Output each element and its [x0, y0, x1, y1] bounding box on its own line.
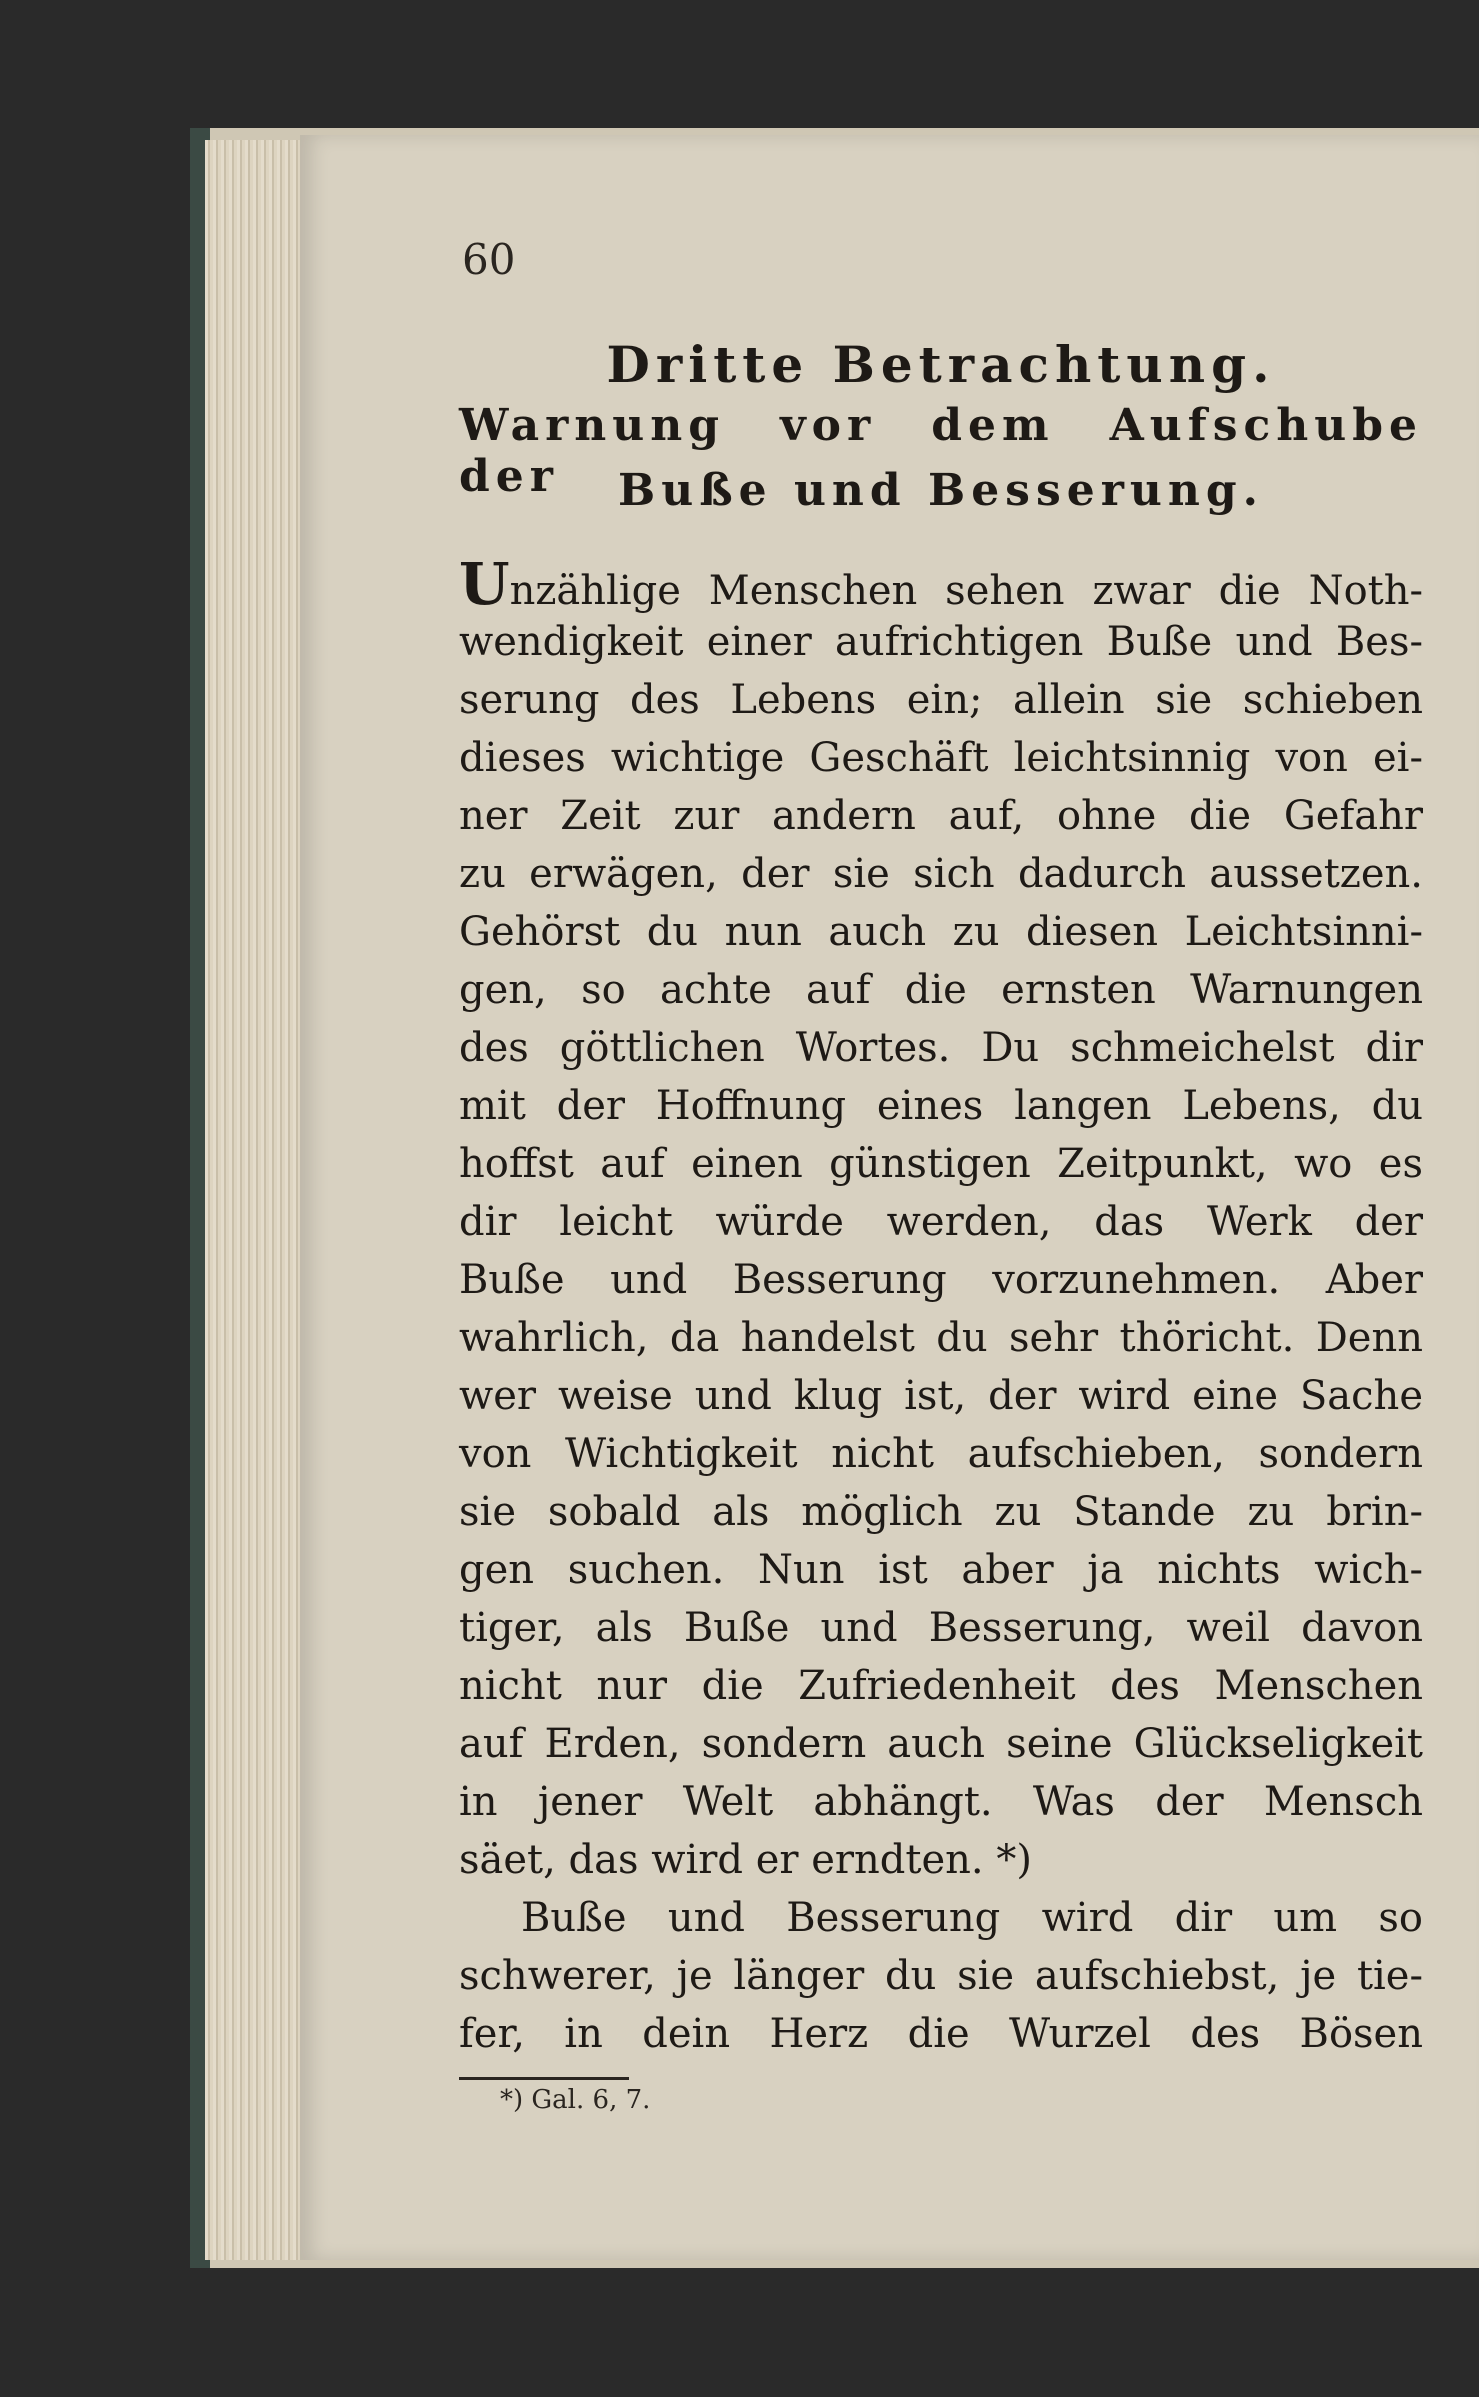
text-line: gen suchen. Nun ist aber ja nichts wich-: [459, 1547, 1423, 1593]
chapter-subheading-line-1: Warnung vor dem Aufschube der: [459, 400, 1423, 502]
text-line: von Wichtigkeit nicht aufschieben, sondern: [459, 1431, 1423, 1477]
text-line: Gehörst du nun auch zu diesen Leichtsinni-: [459, 909, 1423, 955]
text-line: wer weise und klug ist, der wird eine Sache: [459, 1373, 1423, 1419]
chapter-heading: Dritte Betrachtung.: [606, 335, 1276, 394]
text-line: Buße und Besserung wird dir um so: [521, 1895, 1423, 1941]
page-number: 60: [462, 235, 516, 284]
text-line: Unzählige Menschen sehen zwar die Noth-: [459, 550, 1423, 618]
text-line: hoffst auf einen günstigen Zeitpunkt, wo es: [459, 1141, 1423, 1187]
page-edges: [205, 140, 300, 2260]
text-line: tiger, als Buße und Besserung, weil davon: [459, 1605, 1423, 1651]
drop-cap: U: [459, 550, 510, 618]
text-line: sie sobald als möglich zu Stande zu brin-: [459, 1489, 1423, 1535]
footnote-rule: [459, 2077, 629, 2080]
text-line: Buße und Besserung vorzunehmen. Aber: [459, 1257, 1423, 1303]
text-line: gen, so achte auf die ernsten Warnungen: [459, 967, 1423, 1013]
text-line: des göttlichen Wortes. Du schmeichelst dir: [459, 1025, 1423, 1071]
text-line: fer, in dein Herz die Wurzel des Bösen: [459, 2011, 1423, 2057]
chapter-subheading-line-2: Buße und Besserung.: [618, 465, 1264, 516]
text-line: wahrlich, da handelst du sehr thöricht. Denn: [459, 1315, 1423, 1361]
text-line: säet, das wird er erndten. *): [459, 1837, 1032, 1883]
text-line: wendigkeit einer aufrichtigen Buße und Bes-: [459, 619, 1423, 665]
text-line: auf Erden, sondern auch seine Glückseligkeit: [459, 1721, 1423, 1767]
text-line: serung des Lebens ein; allein sie schieben: [459, 677, 1423, 723]
body-text: [459, 550, 1423, 2063]
footnote: *) Gal. 6, 7.: [500, 2085, 651, 2115]
text-line: zu erwägen, der sie sich dadurch aussetzen.: [459, 851, 1423, 897]
text-line: dieses wichtige Geschäft leichtsinnig von ei-: [459, 735, 1423, 781]
text-line: schwerer, je länger du sie aufschiebst, je tie-: [459, 1953, 1423, 1999]
text-line: ner Zeit zur andern auf, ohne die Gefahr: [459, 793, 1423, 839]
text-line: mit der Hoffnung eines langen Lebens, du: [459, 1083, 1423, 1129]
text-line: nicht nur die Zufriedenheit des Menschen: [459, 1663, 1423, 1709]
text-line: in jener Welt abhängt. Was der Mensch: [459, 1779, 1423, 1825]
text-line: dir leicht würde werden, das Werk der: [459, 1199, 1423, 1245]
